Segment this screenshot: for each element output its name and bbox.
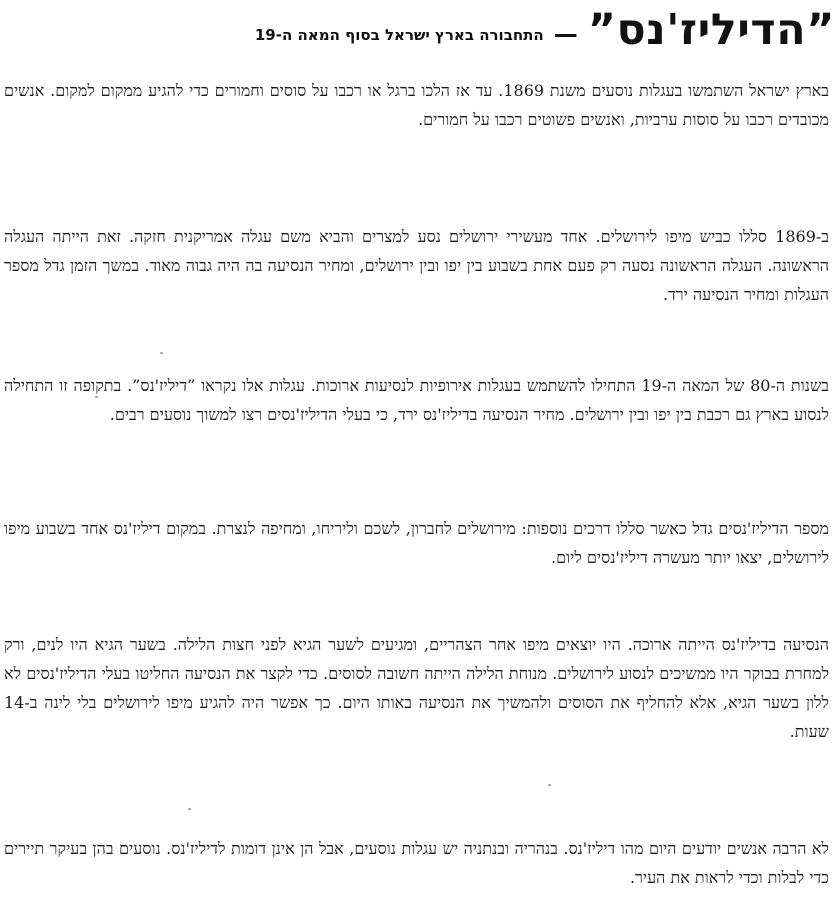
scan-speck bbox=[188, 808, 191, 810]
paragraph-3: בשנות ה-80 של המאה ה-19 התחילו להשתמש בעגלות אירופיות לנסיעות ארוכות. עגלות אלו נקראו ”דיליז'נס”. בתקופה זו התחילה לנסוע בארץ גם רכבת בין יפו ובין ירושלים. מחיר הנסיעה בדיליז'נס ירד, כי בעלי הדיליז'נסים רצו למשוך נוסעים רבים. bbox=[4, 376, 830, 424]
scan-speck bbox=[95, 396, 98, 398]
title-dash: — bbox=[553, 20, 578, 48]
scan-speck bbox=[548, 784, 551, 786]
paragraph-5: הנסיעה בדיליז'נס הייתה ארוכה. היו יוצאים מיפו אחר הצהריים, ומגיעים לשער הגיא לפני חצות הלילה. בשער הגיא היו לנים, ורק למחרת בבוקר היו ממשיכים לנסוע לירושלים. מנוחת הלילה הייתה חשובה לסוסים. כדי לקצר את הנסיעה החליטו בעלי הדיליז'נסים לא ללון בשער הגיא, אלא להחליף את הסוסים ולהמשיך את הנסיעה באותו היום. כך אפשר היה להגיע מיפו לירושלים בלי לינה ב-14 שעות. bbox=[4, 635, 829, 741]
document-subtitle: התחבורה בארץ ישראל בסוף המאה ה-19 bbox=[254, 25, 544, 44]
paragraph-1: בארץ ישראל השתמשו בעגלות נוסעים משנת 1869. עד אז הלכו ברגל או רכבו על סוסים וחמורים כדי להגיע ממקום למקום. אנשים מכובדים רכבו על סוסות ערביות, ואנשים פשוטים רכבו על חמורים. bbox=[4, 81, 829, 129]
document-title: ”הדיליז'נס” bbox=[587, 5, 835, 55]
scan-speck bbox=[160, 352, 163, 354]
document-header bbox=[0, 0, 835, 60]
paragraph-2: ב-1869 סללו כביש מיפו לירושלים. אחד מעשירי ירושלים נסע למצרים והביא משם עגלה אמריקנית חזקה. זאת הייתה העגלה הראשונה. העגלה הראשונה נסעה רק פעם אחת בשבוע בין יפו ובין ירושלים, ומחיר הנסיעה בה היה גבוה מאוד. במשך הזמן גדל מספר העגלות ומחיר הנסיעה ירד. bbox=[4, 227, 830, 304]
paragraph-6: לא הרבה אנשים יודעים היום מהו דיליז'נס. בנהריה ובנתניה יש עגלות נוסעים, אבל הן אינן דומות לדיליז'נס. נוסעים בהן בעיקר תיירים כדי לבלות וכדי לראות את העיר. bbox=[4, 839, 829, 887]
paragraph-4: מספר הדיליז'נסים גדל כאשר סללו דרכים נוספות: מירושלים לחברון, לשכם וליריחו, ומחיפה לנצרת. במקום דיליז'נס אחד בשבוע מיפו לירושלים, יצאו יותר מעשרה דיליז'נסים ליום. bbox=[4, 519, 829, 567]
